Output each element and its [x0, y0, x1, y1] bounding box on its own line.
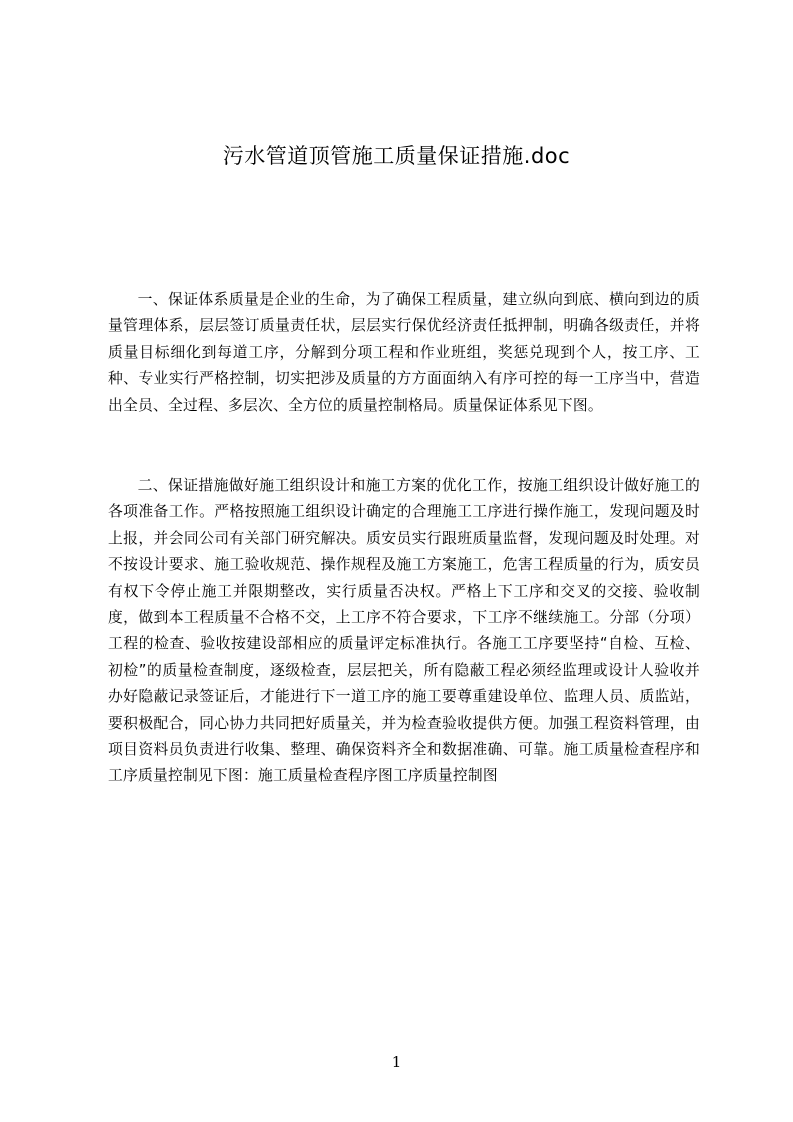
paragraph-quality-system: 一、保证体系质量是企业的生命，为了确保工程质量，建立纵向到底、横向到边的质量管理体系，层层签订质量责任状，层层实行保优经济责任抵押制，明确各级责任，并将质量目标细化到每道工序，分解到分项工程和作业班组，奖惩兑现到个人，按工序、工种、专业实行严格控制，切实把涉及质量的方方面面纳入有序可控的每一工序当中，营造出全员、全过程、多层次、全方位的质量控制格局。质量保证体系见下图。	[108, 291, 700, 414]
paragraph-quality-measures: 二、保证措施做好施工组织设计和施工方案的优化工作，按施工组织设计做好施工的各项准备工作。严格按照施工组织设计确定的合理施工工序进行操作施工，发现问题及时上报，并会同公司有关部门研究解决。质安员实行跟班质量监督，发现问题及时处理。对不按设计要求、施工验收规范、操作规程及施工方案施工，危害工程质量的行为，质安员有权下令停止施工并限期整改，实行质量否决权。严格上下工序和交叉的交接、验收制度，做到本工程质量不合格不交，上工序不符合要求，下工序不继续施工。分部（分项）工程的检查、验收按建设部相应的质量评定标准执行。各施工工序要坚持“自检、互检、初检”的质量检查制度，逐级检查，层层把关，所有隐蔽工程必须经监理或设计人验收并办好隐蔽记录签证后，才能进行下一道工序的施工要尊重建设单位、监理人员、质监站，要积极配合，同心协力共同把好质量关，并为检查验收提供方便。加强工程资料管理，由项目资料员负责进行收集、整理、确保资料齐全和数据准确、可靠。施工质量检查程序和工序质量控制见下图：施工质量检查程序图工序质量控制图	[108, 477, 700, 785]
document-title: 污水管道顶管施工质量保证措施.doc	[222, 144, 571, 168]
page-number: 1	[391, 1053, 402, 1071]
